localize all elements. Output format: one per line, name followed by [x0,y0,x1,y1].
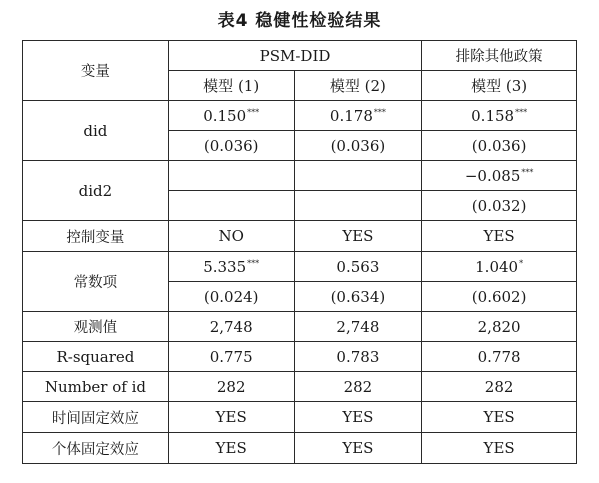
group-header-exclude-policy: 排除其他政策 [422,41,577,71]
cell-ind-fe-model3: YES [422,433,577,464]
cell-const-model2: 0.563 [294,252,422,282]
cell-obs-model2: 2,748 [294,312,422,342]
row-label-did2: did2 [23,161,169,221]
cell-controls-model1: NO [168,221,294,252]
cell-obs-model3: 2,820 [422,312,577,342]
cell-time-fe-model3: YES [422,402,577,433]
cell-time-fe-model2: YES [294,402,422,433]
table-row-time-fe [23,402,577,433]
row-label-constant: 常数项 [23,252,169,312]
cell-did-model1: 0.150*** [168,101,294,131]
cell-did2-model3: −0.085*** [422,161,577,191]
cell-did-model3: 0.158*** [422,101,577,131]
cell-controls-model3: YES [422,221,577,252]
cell-did2-se-model1 [168,191,294,221]
cell-r2-model1: 0.775 [168,342,294,372]
cell-nid-model1: 282 [168,372,294,402]
row-label-did: did [23,101,169,161]
table-row-r-squared [23,342,577,372]
cell-const-model3: 1.040* [422,252,577,282]
cell-did-se-model1: (0.036) [168,131,294,161]
row-label-controls: 控制变量 [23,221,169,252]
cell-obs-model1: 2,748 [168,312,294,342]
table-title: 表4 稳健性检验结果 [217,11,382,31]
table-row-did [23,101,577,131]
cell-r2-model2: 0.783 [294,342,422,372]
cell-did2-model2 [294,161,422,191]
variable-header: 变量 [23,41,169,101]
header-row [23,41,577,71]
cell-const-se-model3: (0.602) [422,282,577,312]
cell-did2-se-model2 [294,191,422,221]
cell-const-se-model1: (0.024) [168,282,294,312]
cell-time-fe-model1: YES [168,402,294,433]
robustness-table [22,40,577,464]
model-3-header: 模型 (3) [422,71,577,101]
table-row-number-of-id [23,372,577,402]
cell-ind-fe-model2: YES [294,433,422,464]
cell-ind-fe-model1: YES [168,433,294,464]
cell-did2-se-model3: (0.032) [422,191,577,221]
cell-r2-model3: 0.778 [422,342,577,372]
cell-did-model2: 0.178*** [294,101,422,131]
row-label-individual-fe: 个体固定效应 [23,433,169,464]
model-2-header: 模型 (2) [294,71,422,101]
table-row-observations [23,312,577,342]
row-label-r-squared: R-squared [23,342,169,372]
row-label-time-fe: 时间固定效应 [23,402,169,433]
table-row-individual-fe [23,433,577,464]
cell-did2-model1 [168,161,294,191]
model-1-header: 模型 (1) [168,71,294,101]
cell-const-model1: 5.335*** [168,252,294,282]
cell-did-se-model2: (0.036) [294,131,422,161]
cell-controls-model2: YES [294,221,422,252]
row-label-number-of-id: Number of id [23,372,169,402]
table-row-constant [23,252,577,282]
cell-nid-model2: 282 [294,372,422,402]
cell-nid-model3: 282 [422,372,577,402]
cell-did-se-model3: (0.036) [422,131,577,161]
table-row-did2 [23,161,577,191]
table-row-controls [23,221,577,252]
cell-const-se-model2: (0.634) [294,282,422,312]
row-label-observations: 观测值 [23,312,169,342]
group-header-psm-did: PSM-DID [168,41,421,71]
